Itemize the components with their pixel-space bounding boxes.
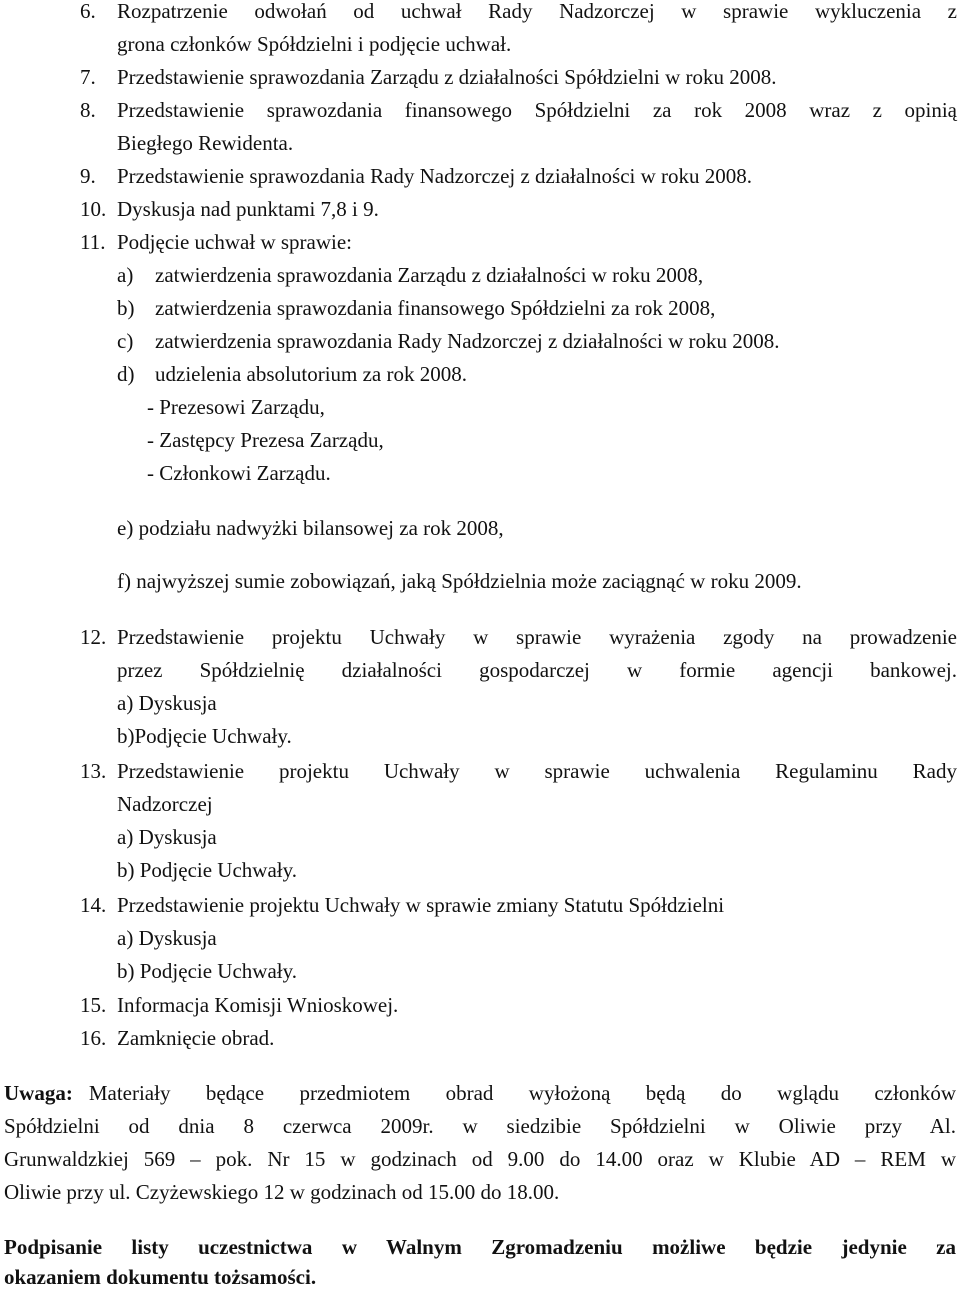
- dash-item: - Prezesowi Zarządu,: [147, 395, 325, 419]
- item-text: Zamknięcie obrad.: [117, 1026, 275, 1050]
- item-text: Biegłego Rewidenta.: [117, 131, 294, 155]
- item-text: a) Dyskusja: [117, 825, 217, 849]
- note-text: Spółdzielni od dnia 8 czerwca 2009r. w siedzibie Spółdzielni w Oliwie przy Al.: [4, 1114, 956, 1138]
- item-text: Przedstawienie sprawozdania Zarządu z działalności Spółdzielni w roku 2008.: [117, 65, 777, 89]
- sub-text: zatwierdzenia sprawozdania finansowego Spółdzielni za rok 2008,: [155, 296, 716, 320]
- sub-text: zatwierdzenia sprawozdania Zarządu z działalności w roku 2008,: [155, 263, 704, 287]
- item-text: Nadzorczej: [117, 792, 213, 816]
- item-text: Podjęcie uchwał w sprawie:: [117, 230, 353, 254]
- sub-label: c): [117, 329, 134, 353]
- note-text: Oliwie przy ul. Czyżewskiego 12 w godzinach od 15.00 do 18.00.: [4, 1180, 560, 1204]
- item-text: b) Podjęcie Uchwały.: [117, 858, 297, 882]
- item-number: 11.: [80, 230, 106, 254]
- note-text: Grunwaldzkiej 569 – pok. Nr 15 w godzinach od 9.00 do 14.00 oraz w Klubie AD – REM w: [4, 1147, 956, 1171]
- note-first-line: [4, 1078, 956, 1108]
- dash-item: - Zastępcy Prezesa Zarządu,: [147, 428, 384, 452]
- sub-label: a): [117, 263, 134, 287]
- sub-text-e: e) podziału nadwyżki bilansowej za rok 2008,: [117, 516, 504, 540]
- note-label: Uwaga:: [4, 1081, 73, 1105]
- item-text: grona członków Spółdzielni i podjęcie uchwał.: [117, 32, 512, 56]
- item-text: Przedstawienie sprawozdania Rady Nadzorczej z działalności w roku 2008.: [117, 164, 753, 188]
- item-text: Informacja Komisji Wnioskowej.: [117, 993, 399, 1017]
- sub-text: udzielenia absolutorium za rok 2008.: [155, 362, 467, 386]
- item-number: 13.: [80, 759, 107, 783]
- item-number: 12.: [80, 625, 107, 649]
- item-number: 15.: [80, 993, 107, 1017]
- item-number: 16.: [80, 1026, 107, 1050]
- item-text: Przedstawienie projektu Uchwały w sprawie zmiany Statutu Spółdzielni: [117, 893, 725, 917]
- item-text: a) Dyskusja: [117, 926, 217, 950]
- item-number: 8.: [80, 98, 96, 122]
- note-text: Materiały będące przedmiotem obrad wyłożoną będą do wglądu członków: [88, 1081, 956, 1105]
- item-text: Przedstawienie projektu Uchwały w sprawie wyrażenia zgody na prowadzenie: [117, 625, 957, 649]
- sub-text: zatwierdzenia sprawozdania Rady Nadzorczej z działalności w roku 2008.: [155, 329, 780, 353]
- sub-text-f: f) najwyższej sumie zobowiązań, jaką Spółdzielnia może zaciągnąć w roku 2009.: [117, 569, 802, 593]
- dash-item: - Członkowi Zarządu.: [147, 461, 331, 485]
- sub-label: d): [117, 362, 135, 386]
- item-text: b)Podjęcie Uchwały.: [117, 724, 292, 748]
- final-notice: Podpisanie listy uczestnictwa w Walnym Zgromadzeniu możliwe będzie jedynie za: [4, 1235, 956, 1259]
- item-text: przez Spółdzielnię działalności gospodarczej w formie agencji bankowej.: [117, 658, 957, 682]
- final-notice: okazaniem dokumentu tożsamości.: [4, 1265, 317, 1289]
- item-number: 10.: [80, 197, 107, 221]
- item-number: 6.: [80, 0, 96, 23]
- item-text: a) Dyskusja: [117, 691, 217, 715]
- item-text: Przedstawienie projektu Uchwały w sprawie uchwalenia Regulaminu Rady: [117, 759, 957, 783]
- sub-label: b): [117, 296, 135, 320]
- item-text: Przedstawienie sprawozdania finansowego Spółdzielni za rok 2008 wraz z opinią: [117, 98, 957, 122]
- item-text: Rozpatrzenie odwołań od uchwał Rady Nadzorczej w sprawie wykluczenia z: [117, 0, 957, 23]
- item-text: b) Podjęcie Uchwały.: [117, 959, 297, 983]
- item-number: 7.: [80, 65, 96, 89]
- item-text: Dyskusja nad punktami 7,8 i 9.: [117, 197, 379, 221]
- item-number: 9.: [80, 164, 96, 188]
- item-number: 14.: [80, 893, 107, 917]
